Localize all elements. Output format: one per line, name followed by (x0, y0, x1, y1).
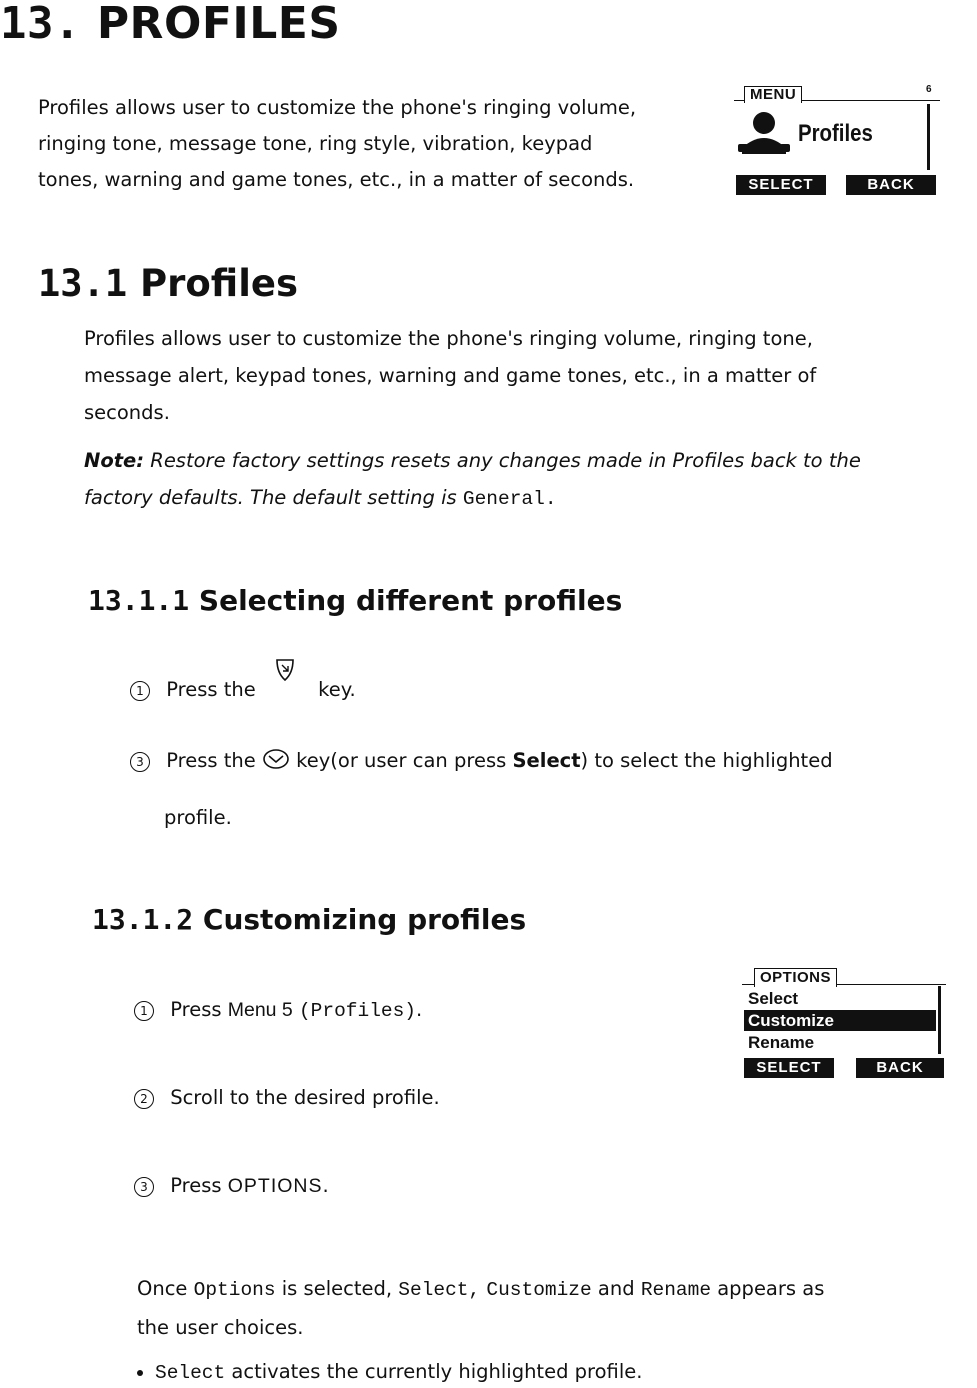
select-softkey: SELECT (744, 1058, 834, 1078)
subsection-number: 13.1.1 (88, 584, 190, 617)
person-phone-icon (734, 108, 794, 158)
intro-line: Profiles allows user to customize the phone's ringing volume, (38, 96, 637, 119)
menu-tab: MENU (744, 86, 802, 103)
option-item: Rename (748, 1033, 815, 1052)
note-text: Restore factory settings resets any changes made in Profiles back to the (150, 449, 861, 472)
option-item: Select (748, 989, 799, 1008)
step-number: 1 (134, 1001, 154, 1021)
ok-key-icon (262, 748, 290, 775)
note-end: . (544, 488, 557, 510)
section-title: Profiles (140, 262, 299, 305)
step-text: key(or user can press (296, 749, 507, 772)
step-text: Scroll to the desired profile. (170, 1086, 440, 1109)
subsection-number: 13.1.2 (92, 903, 194, 936)
option-item-highlighted: Customize (744, 1010, 936, 1031)
note (84, 442, 964, 518)
chapter-title: PROFILES (96, 0, 341, 49)
note-label: Note: (84, 449, 145, 472)
scrollbar (927, 104, 930, 170)
closing-mono: Rename (640, 1279, 712, 1301)
para-line: Profiles allows user to customize the phone's ringing volume, ringing tone, (84, 327, 813, 350)
closing-text: is selected, (281, 1277, 393, 1300)
subsection-title: Customizing profiles (202, 903, 527, 936)
step-bold: Select (512, 749, 581, 772)
subsection-heading (92, 903, 526, 936)
step (130, 748, 833, 775)
step-text: key. (318, 678, 356, 701)
section-number: 13.1 (38, 262, 128, 305)
menu-screen (734, 82, 940, 200)
para-line: seconds. (84, 401, 170, 424)
para-line: message alert, keypad tones, warning and game tones, etc., in a matter of (84, 364, 817, 387)
chapter-number: 13. (0, 0, 81, 49)
closing-text: and (597, 1277, 635, 1300)
closing-mono: Options (193, 1279, 276, 1301)
step (134, 998, 422, 1022)
back-softkey: BACK (846, 175, 936, 195)
step-text: Press the (166, 749, 256, 772)
bullet-dot (137, 1370, 143, 1376)
note-text: factory defaults. The default setting is (84, 486, 457, 509)
closing-text: the user choices. (137, 1316, 304, 1339)
step-end: . (322, 1174, 329, 1197)
section-heading (38, 262, 298, 305)
step (134, 1086, 440, 1109)
select-softkey: SELECT (736, 175, 826, 195)
step-number: 2 (134, 1089, 154, 1109)
step-number: 3 (134, 1177, 154, 1197)
bullet-text: activates the currently highlighted profile. (231, 1360, 643, 1383)
subsection-heading (88, 584, 622, 617)
bullet-item (137, 1360, 642, 1384)
step-text: Press (170, 998, 222, 1021)
step-bold: OPTIONS (227, 1175, 323, 1197)
step-bold: Menu 5 (227, 999, 293, 1021)
step-end: . (416, 998, 423, 1021)
intro-line: tones, warning and game tones, etc., in a matter of seconds. (38, 168, 635, 191)
scrollbar (938, 986, 941, 1054)
subsection-title: Selecting different profiles (198, 584, 623, 617)
step-continuation: profile. (164, 806, 232, 829)
step-text: Press (170, 1174, 222, 1197)
section-paragraph (84, 320, 944, 431)
closing-text: Once (137, 1277, 188, 1300)
chapter-heading (0, 0, 341, 49)
closing-mono: Select, (398, 1279, 481, 1301)
step (134, 1174, 329, 1198)
step-mono: (Profiles) (298, 1000, 417, 1022)
closing-mono: Customize (486, 1279, 592, 1301)
menu-item-profiles: Profiles (798, 120, 873, 147)
intro-line: ringing tone, message tone, ring style, vibration, keypad (38, 132, 593, 155)
back-softkey: BACK (856, 1058, 944, 1078)
screen-indicator: 6 (926, 84, 932, 95)
bullet-mono: Select (155, 1362, 226, 1384)
step-number: 1 (130, 681, 150, 701)
note-default-value: General (462, 488, 545, 510)
step (130, 678, 356, 701)
options-tab: OPTIONS (754, 968, 837, 987)
step-number: 3 (130, 752, 150, 772)
step-text: ) to select the highlighted (580, 749, 833, 772)
intro-paragraph (38, 90, 718, 198)
step-text: Press the (166, 678, 256, 701)
closing-text: appears as (717, 1277, 825, 1300)
closing-paragraph (137, 1270, 977, 1347)
options-screen (742, 966, 946, 1082)
